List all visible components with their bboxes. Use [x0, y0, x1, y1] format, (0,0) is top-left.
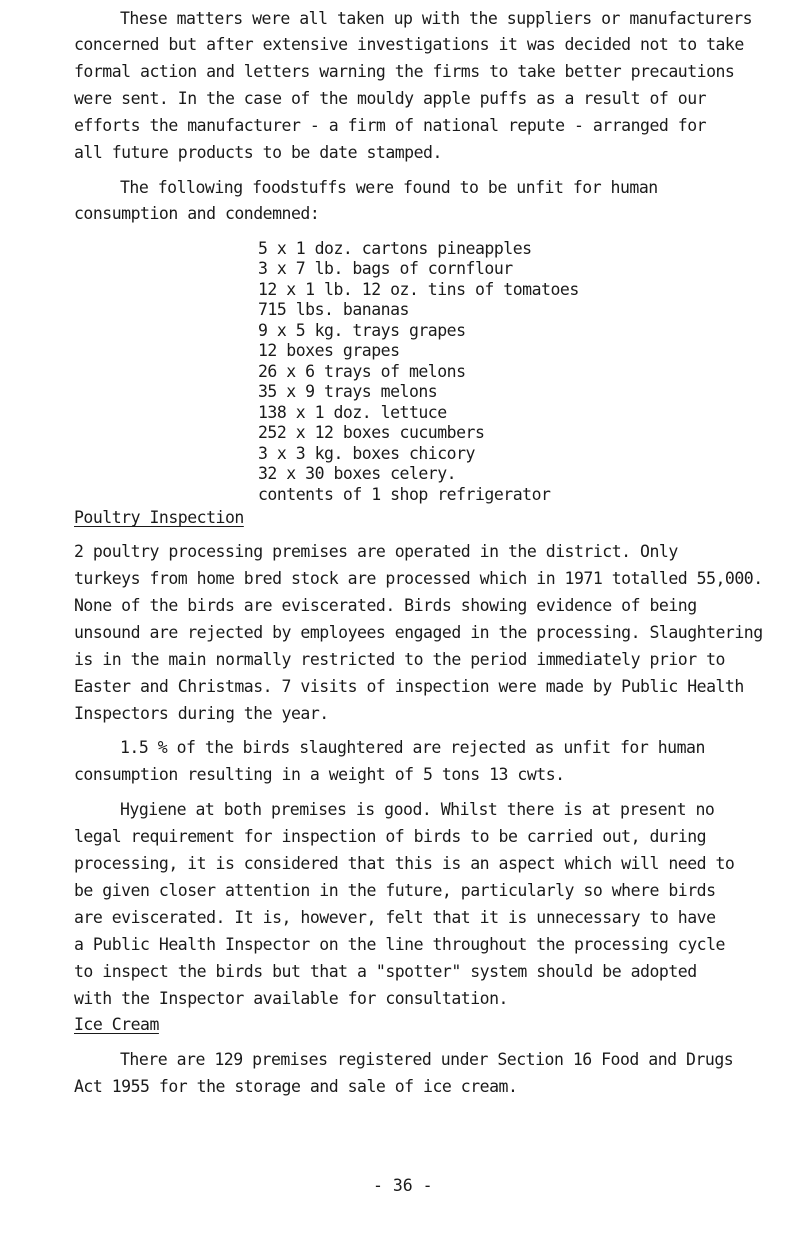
paragraph-line: Act 1955 for the storage and sale of ice cream. — [74, 1077, 518, 1096]
paragraph-line: unsound are rejected by employees engaged in the processing. Slaughtering — [74, 623, 763, 642]
paragraph-line: be given closer attention in the future, particularly so where birds — [74, 881, 716, 900]
paragraph-line: The following foodstuffs were found to be unfit for human — [120, 178, 658, 197]
paragraph-line: There are 129 premises registered under Section 16 Food and Drugs — [120, 1050, 734, 1069]
paragraph-line: is in the main normally restricted to the period immediately prior to — [74, 650, 725, 669]
paragraph-line: Inspectors during the year. — [74, 704, 329, 723]
condemned-item: 12 x 1 lb. 12 oz. tins of tomatoes — [258, 280, 579, 299]
paragraph-line: a Public Health Inspector on the line throughout the processing cycle — [74, 935, 725, 954]
paragraph-line: 2 poultry processing premises are operated in the district. Only — [74, 542, 678, 561]
paragraph-line: all future products to be date stamped. — [74, 143, 442, 162]
paragraph-line: turkeys from home bred stock are processed which in 1971 totalled 55,000. — [74, 569, 763, 588]
condemned-item: 5 x 1 doz. cartons pineapples — [258, 239, 532, 258]
condemned-item: 9 x 5 kg. trays grapes — [258, 321, 466, 340]
condemned-item: 3 x 7 lb. bags of cornflour — [258, 259, 513, 278]
condemned-item: 35 x 9 trays melons — [258, 382, 438, 401]
condemned-item: contents of 1 shop refrigerator — [258, 485, 551, 504]
paragraph-line: were sent. In the case of the mouldy apple puffs as a result of our — [74, 89, 707, 108]
condemned-item: 3 x 3 kg. boxes chicory — [258, 444, 475, 463]
paragraph-line: are eviscerated. It is, however, felt that it is unnecessary to have — [74, 908, 716, 927]
paragraph-line: legal requirement for inspection of birds to be carried out, during — [74, 827, 707, 846]
condemned-item: 26 x 6 trays of melons — [258, 362, 466, 381]
paragraph-line: concerned but after extensive investigations it was decided not to take — [74, 35, 744, 54]
paragraph-line: processing, it is considered that this is an aspect which will need to — [74, 854, 735, 873]
paragraph-line: formal action and letters warning the firms to take better precautions — [74, 62, 735, 81]
condemned-item: 138 x 1 doz. lettuce — [258, 403, 447, 422]
paragraph-line: with the Inspector available for consultation. — [74, 989, 508, 1008]
condemned-item: 12 boxes grapes — [258, 341, 400, 360]
paragraph-line: efforts the manufacturer - a firm of national repute - arranged for — [74, 116, 707, 135]
condemned-item: 32 x 30 boxes celery. — [258, 464, 457, 483]
condemned-item: 252 x 12 boxes cucumbers — [258, 423, 485, 442]
paragraph-line: None of the birds are eviscerated. Birds showing evidence of being — [74, 596, 697, 615]
condemned-item: 715 lbs. bananas — [258, 300, 409, 319]
section-heading-ice-cream: Ice Cream — [74, 1015, 159, 1034]
paragraph-line: Hygiene at both premises is good. Whilst there is at present no — [120, 800, 715, 819]
paragraph-line: 1.5 % of the birds slaughtered are rejected as unfit for human — [120, 738, 705, 757]
section-heading-poultry: Poultry Inspection — [74, 508, 244, 527]
paragraph-line: to inspect the birds but that a "spotter" system should be adopted — [74, 962, 697, 981]
paragraph-line: consumption and condemned: — [74, 204, 320, 223]
paragraph-line: These matters were all taken up with the suppliers or manufacturers — [120, 9, 753, 28]
paragraph-line: consumption resulting in a weight of 5 tons 13 cwts. — [74, 765, 565, 784]
paragraph-line: Easter and Christmas. 7 visits of inspection were made by Public Health — [74, 677, 744, 696]
page-number: - 36 - — [373, 1176, 433, 1195]
